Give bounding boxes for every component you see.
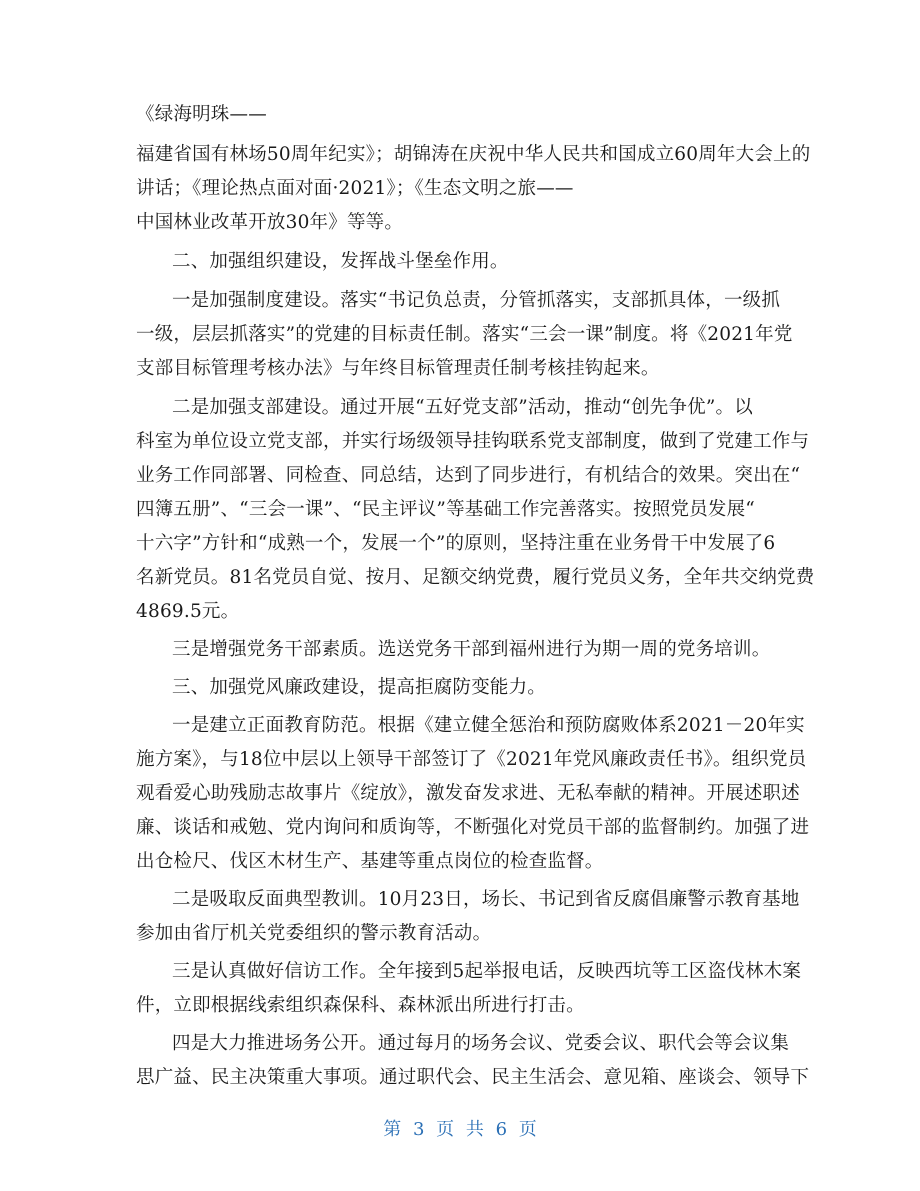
text-line: 一级，层层抓落实”的党建的目标责任制。落实“三会一课”制度。将《2021年党: [136, 324, 793, 345]
text-line: 三是增强党务干部素质。选送党务干部到福州进行为期一周的党务培训。: [172, 639, 771, 660]
text-line: 二是加强支部建设。通过开展“五好党支部”活动，推动“创先争优”。以: [172, 397, 753, 418]
text-line: 四是大力推进场务公开。通过每月的场务会议、党委会议、职代会等会议集: [172, 1033, 790, 1054]
text-line: 业务工作同部署、同检查、同总结，达到了同步进行，有机结合的效果。突出在“: [136, 465, 801, 486]
text-line: 科室为单位设立党支部，并实行场级领导挂钩联系党支部制度，做到了党建工作与: [136, 431, 810, 452]
section-heading: 三、加强党风廉政建设，提高拒腐防变能力。: [172, 677, 547, 698]
text-line: 支部目标管理考核办法》与年终目标管理责任制考核挂钩起来。: [136, 358, 660, 379]
text-line: 中国林业改革开放30年》等等。: [136, 212, 404, 233]
text-line: 福建省国有林场50周年纪实》；胡锦涛在庆祝中华人民共和国成立60周年大会上的: [136, 144, 811, 165]
text-line: 十六字”方针和“成熟一个，发展一个”的原则，坚持注重在业务骨干中发展了6: [136, 533, 776, 554]
text-line: 廉、谈话和戒勉、党内询问和质询等，不断强化对党员干部的监督制约。加强了进: [136, 817, 810, 838]
section-heading: 二、加强组织建设，发挥战斗堡垒作用。: [172, 251, 509, 272]
text-line: 4869.5元。: [136, 601, 240, 622]
text-line: 讲话；《理论热点面对面·2021》；《生态文明之旅——: [136, 178, 574, 199]
text-line: 三是认真做好信访工作。全年接到5起举报电话，反映西坑等工区盗伐林木案: [172, 961, 802, 982]
text-line: 件，立即根据线索组织森保科、森林派出所进行打击。: [136, 995, 585, 1016]
text-line: 一是加强制度建设。落实“书记负总责，分管抓落实，支部抓具体，一级抓: [172, 290, 781, 311]
page-number: 第 3 页 共 6 页: [383, 1119, 537, 1140]
text-line: 《绿海明珠——: [136, 104, 267, 125]
text-line: 名新党员。81名党员自觉、按月、足额交纳党费，履行党员义务，全年共交纳党费: [136, 567, 815, 588]
text-line: 观看爱心助残励志故事片《绽放》，激发奋发求进、无私奉献的精神。开展述职述: [136, 783, 800, 804]
text-line: 思广益、民主决策重大事项。通过职代会、民主生活会、意见箱、座谈会、领导下: [136, 1067, 810, 1088]
text-line: 参加由省厅机关党委组织的警示教育活动。: [136, 923, 492, 944]
text-line: 四簿五册”、“三会一课”、“民主评议”等基础工作完善落实。按照党员发展“: [136, 499, 755, 520]
text-line: 二是吸取反面典型教训。10月23日，场长、书记到省反腐倡廉警示教育基地: [172, 889, 800, 910]
text-line: 施方案》，与18位中层以上领导干部签订了《2021年党风廉政责任书》。组织党员: [136, 749, 807, 770]
text-line: 一是建立正面教育防范。根据《建立健全惩治和预防腐败体系2021－20年实: [172, 715, 805, 736]
text-line: 出仓检尺、伐区木材生产、基建等重点岗位的检查监督。: [136, 851, 604, 872]
